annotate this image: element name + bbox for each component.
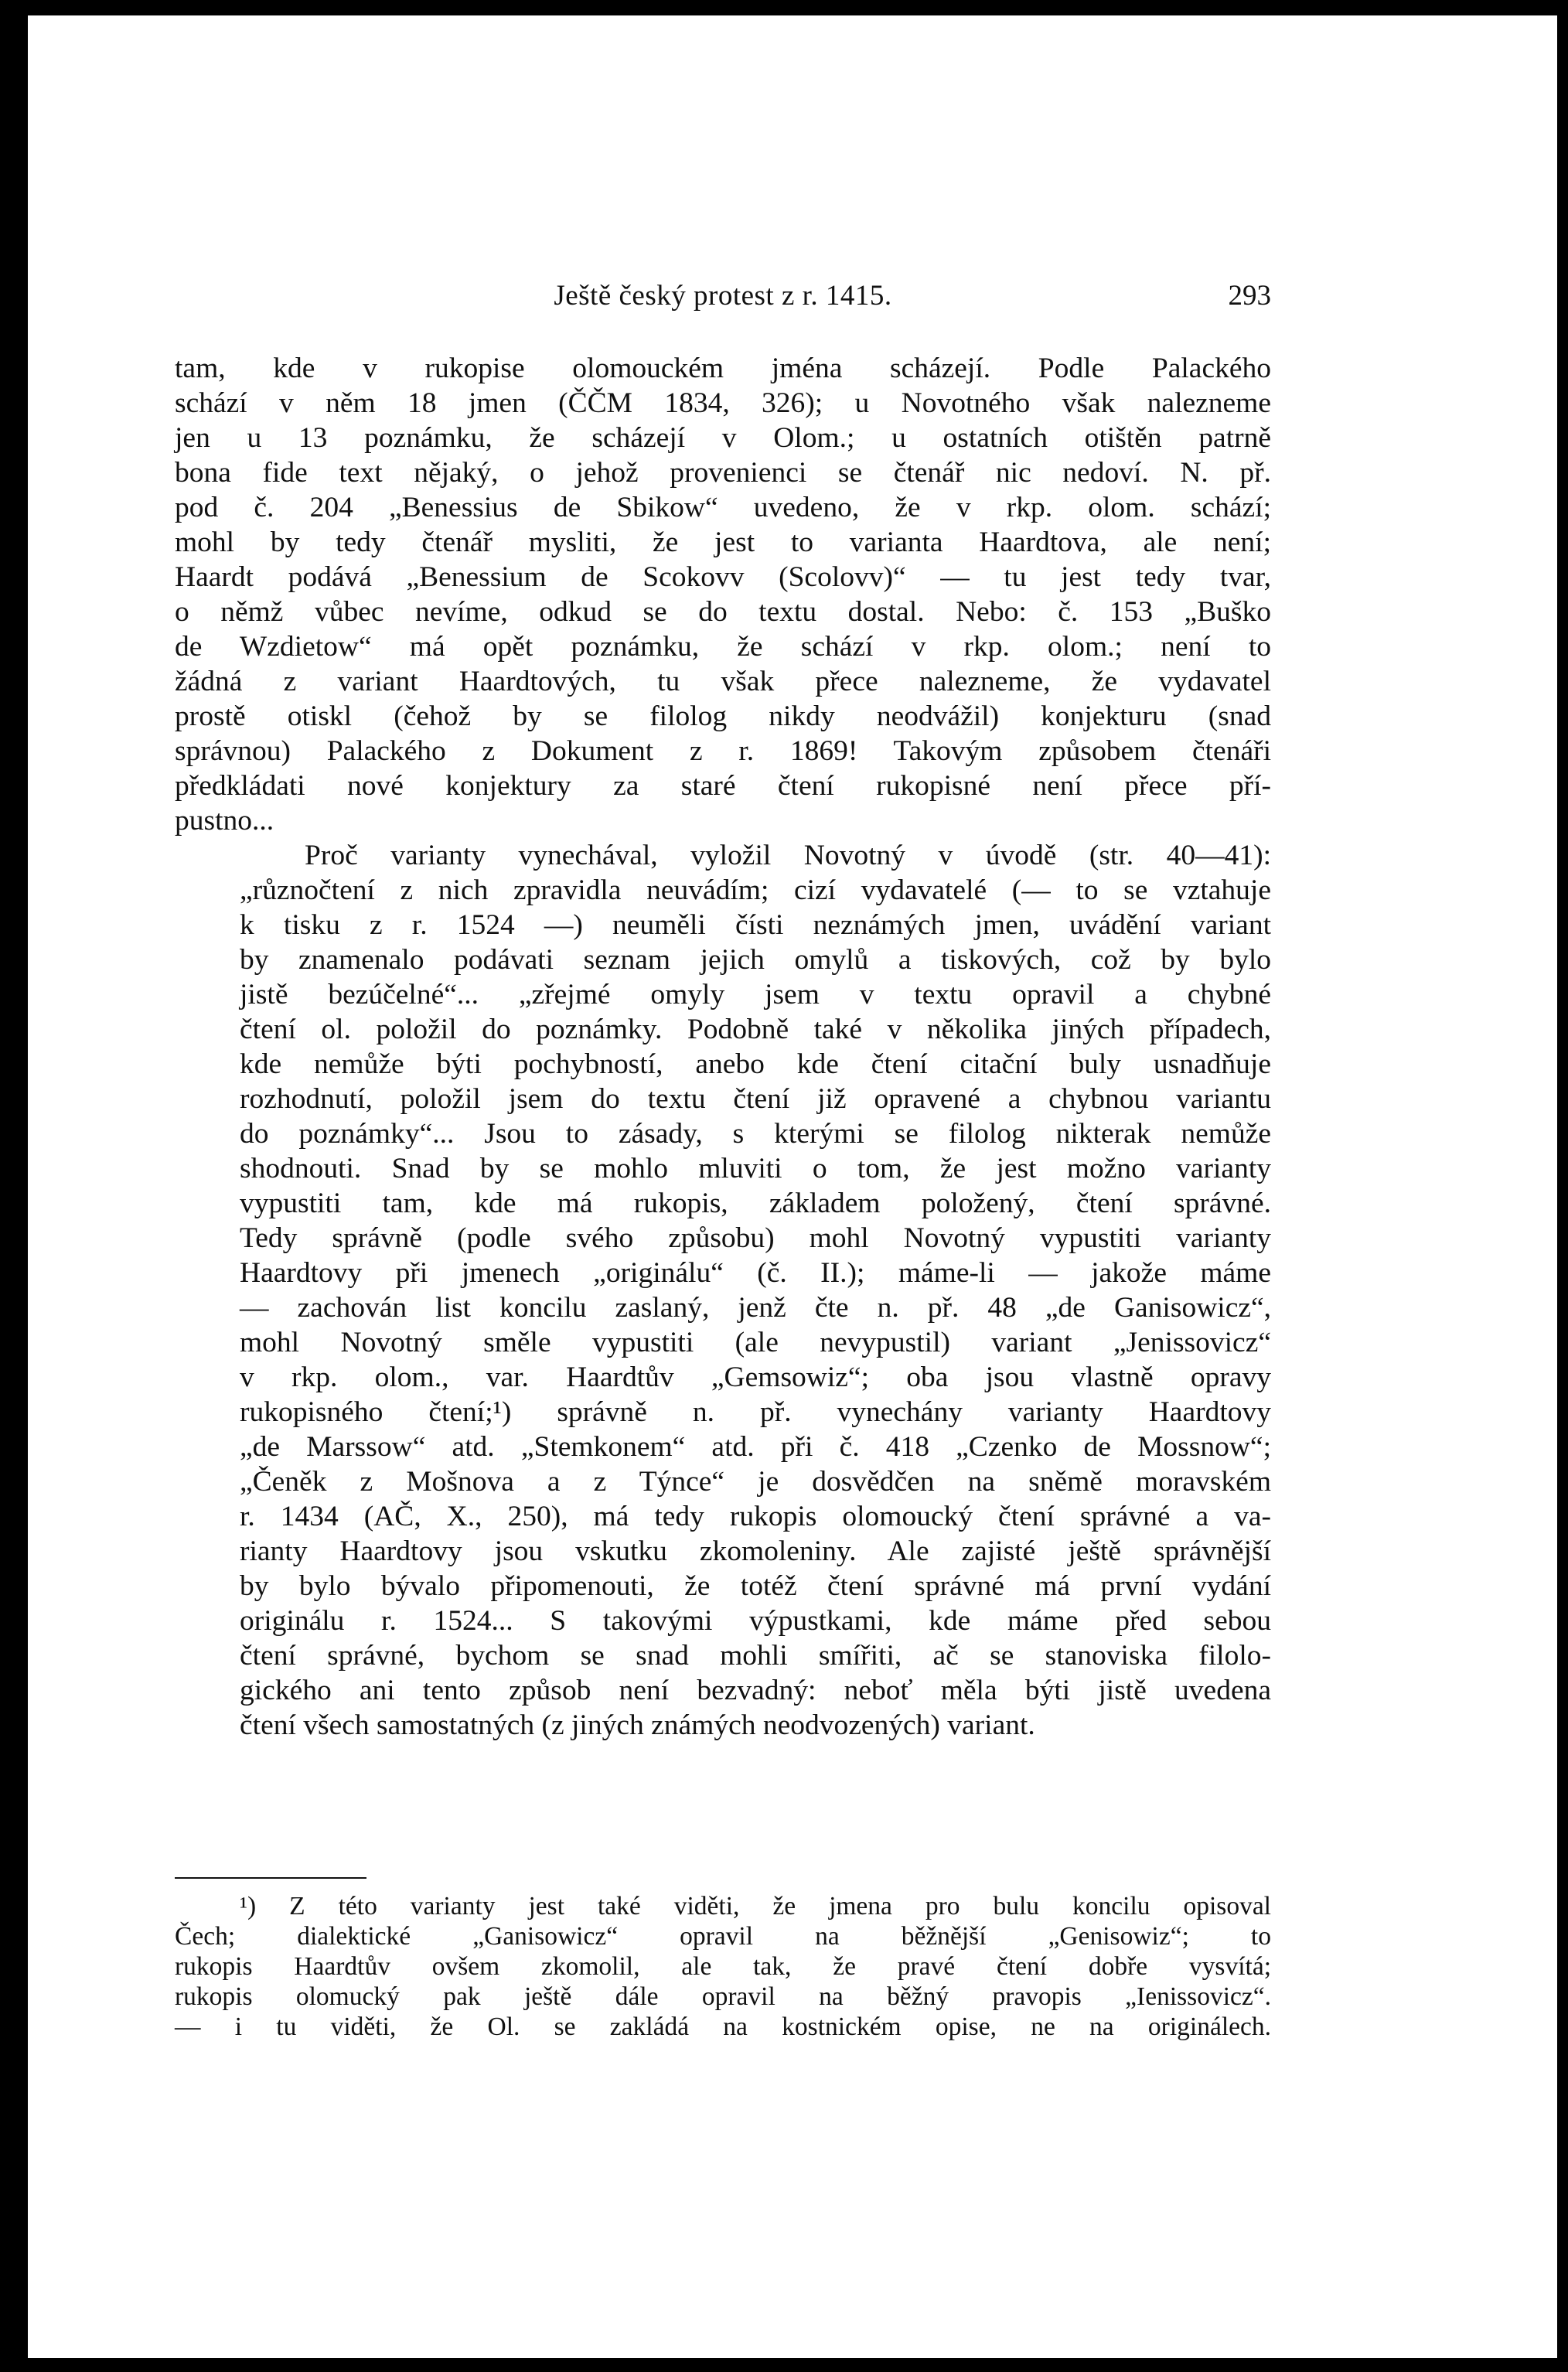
text-line: správnou) Palackého z Dokument z r. 1869! Takovým způsobem čtenáři (175, 735, 1271, 767)
text-line: Haardt podává „Benessium de Scokovv (Scolovv)“ — tu jest tedy tvar, (175, 561, 1271, 593)
text-line: rianty Haardtovy jsou vskutku zkomoleniny. Ale zajisté ještě správnější (240, 1535, 1271, 1567)
paragraph-2 (175, 838, 1271, 1743)
text-line: — zachován list koncilu zaslaný, jenž čte n. př. 48 „de Ganisowicz“, (240, 1292, 1271, 1324)
text-line: jistě bezúčelné“... „zřejmé omyly jsem v textu opravil a chybné (240, 979, 1271, 1010)
footnote-line: rukopis olomucký pak ještě dále opravil na běžný pravopis „Ienissovicz“. (175, 1982, 1271, 2011)
text-line: vypustiti tam, kde má rukopis, základem položený, čtení správné. (240, 1188, 1271, 1219)
text-line: o němž vůbec nevíme, odkud se do textu dostal. Nebo: č. 153 „Buško (175, 596, 1271, 628)
paragraph-1 (175, 351, 1271, 838)
footnote-line: rukopis Haardtův ovšem zkomolil, ale tak, že pravé čtení dobře vysvítá; (175, 1952, 1271, 1981)
text-line: rozhodnutí, položil jsem do textu čtení již opravené a chybnou variantu (240, 1083, 1271, 1115)
text-line: „Čeněk z Mošnova a z Týnce“ je dosvědčen na sněmě moravském (240, 1466, 1271, 1498)
text-line: „různočtení z nich zpravidla neuvádím; cizí vydavatelé (— to se vztahuje (240, 874, 1271, 906)
text-line: by bylo bývalo připomenouti, že totéž čtení správné má první vydání (240, 1570, 1271, 1602)
page-header (175, 277, 1271, 315)
text-line: by znamenalo podávati seznam jejich omylů a tiskových, což by bylo (240, 944, 1271, 976)
text-line: r. 1434 (AČ, X., 250), má tedy rukopis olomoucký čtení správné a va- (240, 1501, 1271, 1532)
text-line: kde nemůže býti pochybností, anebo kde čtení citační buly usnadňuje (240, 1048, 1271, 1080)
text-line: de Wzdietow“ má opět poznámku, že schází v rkp. olom.; není to (175, 631, 1271, 663)
text-line: čtení ol. položil do poznámky. Podobně také v několika jiných případech, (240, 1014, 1271, 1045)
text-line: gického ani tento způsob není bezvadný: neboť měla býti jistě uvedena (240, 1675, 1271, 1706)
text-line: tam, kde v rukopise olomouckém jména scházejí. Podle Palackého (175, 353, 1271, 384)
text-line: originálu r. 1524... S takovými výpustkami, kde máme před sebou (240, 1605, 1271, 1637)
body-text (175, 351, 1271, 1743)
text-line: „de Marssow“ atd. „Stemkonem“ atd. při č. 418 „Czenko de Mossnow“; (240, 1431, 1271, 1463)
footnote-line: ¹) Z této varianty jest také viděti, že jmena pro bulu koncilu opisoval (240, 1892, 1271, 1920)
text-line: pod č. 204 „Benessius de Sbikow“ uvedeno, že v rkp. olom. schází; (175, 492, 1271, 523)
text-line: shodnouti. Snad by se mohlo mluviti o tom, že jest možno varianty (240, 1153, 1271, 1184)
text-line: k tisku z r. 1524 —) neuměli čísti neznámých jmen, uvádění variant (240, 909, 1271, 941)
text-line: do poznámky“... Jsou to zásady, s kterými se filolog nikterak nemůže (240, 1118, 1271, 1150)
running-title: Ještě český protest z r. 1415. (554, 280, 892, 312)
footnotes (175, 1891, 1271, 2042)
footnote-line: — i tu viděti, že Ol. se zakládá na kostnickém opise, ne na originálech. (175, 2012, 1271, 2041)
text-line: čtení všech samostatných (z jiných známých neodvozených) variant. (240, 1709, 1035, 1741)
text-line: Proč varianty vynechával, vyložil Novotný v úvodě (str. 40—41): (305, 840, 1271, 871)
text-line: v rkp. olom., var. Haardtův „Gemsowiz“; oba jsou vlastně opravy (240, 1362, 1271, 1393)
text-line: schází v něm 18 jmen (ČČM 1834, 326); u Novotného však nalezneme (175, 387, 1271, 419)
text-line: předkládati nové konjektury za staré čtení rukopisné není přece pří- (175, 770, 1271, 802)
page-number: 293 (1228, 280, 1271, 312)
text-line: Tedy správně (podle svého způsobu) mohl Novotný vypustiti varianty (240, 1222, 1271, 1254)
text-line: žádná z variant Haardtových, tu však přece nalezneme, že vydavatel (175, 666, 1271, 697)
text-line: Haardtovy při jmenech „originálu“ (č. II.); máme-li — jakože máme (240, 1257, 1271, 1289)
book-page (28, 15, 1557, 2358)
footnote-divider (175, 1877, 366, 1879)
text-line: rukopisného čtení;¹) správně n. př. vynechány varianty Haardtovy (240, 1396, 1271, 1428)
text-line: prostě otiskl (čehož by se filolog nikdy neodvážil) konjekturu (snad (175, 700, 1271, 732)
text-line: mohl Novotný směle vypustiti (ale nevypustil) variant „Jenissovicz“ (240, 1327, 1271, 1358)
text-line: čtení správné, bychom se snad mohli smířiti, ač se stanoviska filolo- (240, 1640, 1271, 1672)
text-line: jen u 13 poznámku, že scházejí v Olom.; u ostatních otištěn patrně (175, 422, 1271, 454)
text-line: mohl by tedy čtenář mysliti, že jest to varianta Haardtova, ale není; (175, 527, 1271, 558)
text-line: bona fide text nějaký, o jehož provenienci se čtenář nic nedoví. N. př. (175, 457, 1271, 489)
text-line: pustno... (175, 805, 274, 837)
footnote-line: Čech; dialektické „Ganisowicz“ opravil na běžnější „Genisowiz“; to (175, 1922, 1271, 1951)
